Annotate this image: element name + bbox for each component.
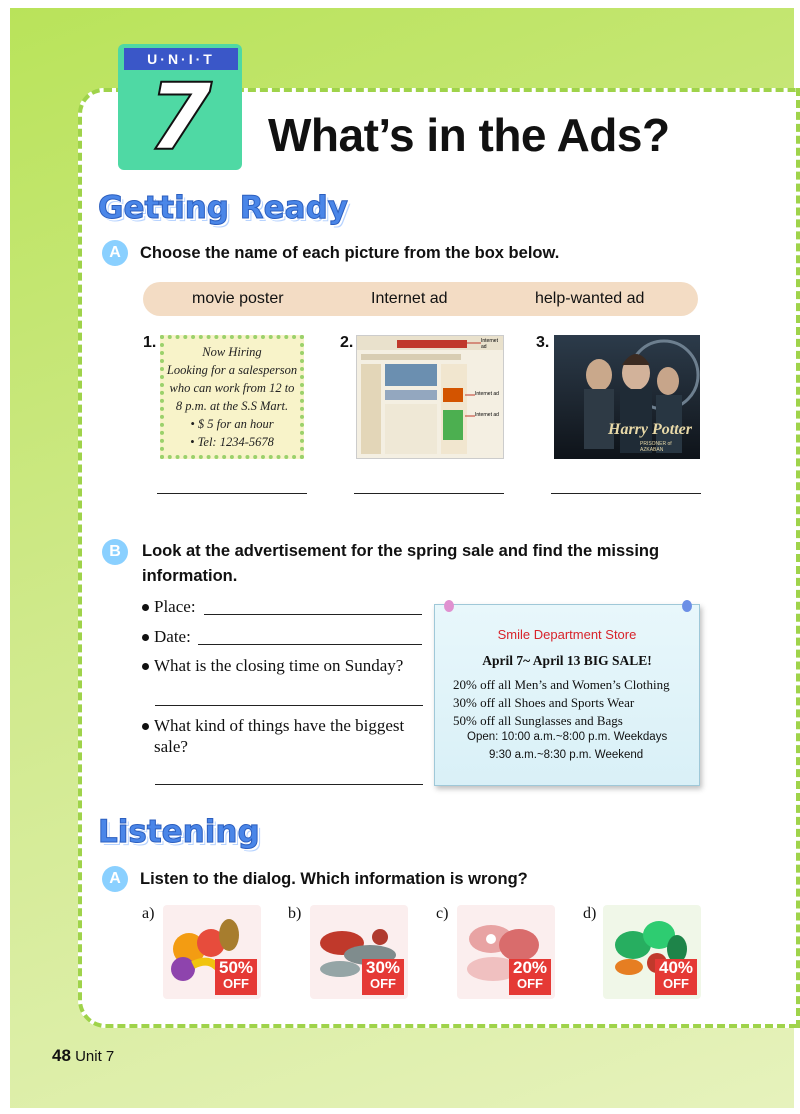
movie-poster-image — [554, 335, 700, 459]
help-wanted-poster — [160, 335, 304, 459]
bullet-dot — [142, 723, 149, 730]
choice-help-wanted-ad: help-wanted ad — [535, 290, 645, 307]
item-number-3: 3. — [536, 334, 550, 351]
place-blank[interactable] — [204, 614, 422, 615]
question-biggest-sale-cont: sale? — [154, 737, 188, 756]
footer-unit: Unit 7 — [75, 1048, 115, 1065]
poster-line: • $ 5 for an hour — [190, 417, 274, 431]
question-date: Date: — [154, 627, 191, 646]
page-title: What’s in the Ads? — [268, 109, 670, 161]
choice-movie-poster: movie poster — [192, 290, 284, 307]
spring-sale-ad — [434, 604, 700, 786]
poster-line: Looking for a salesperson — [166, 363, 298, 377]
store-hours-weekdays: Open: 10:00 a.m.~8:00 p.m. Weekdays — [467, 731, 668, 743]
discount-tag: 50% OFF — [215, 959, 257, 995]
part-b-letter: B — [102, 539, 128, 565]
answer-blank-1[interactable] — [157, 493, 307, 494]
date-blank[interactable] — [198, 644, 422, 645]
meat-sale-image — [457, 905, 555, 999]
store-name: Smile Department Store — [497, 627, 637, 642]
part-a-instruction: Choose the name of each picture from the box below. — [140, 244, 560, 262]
listening-instruction: Listen to the dialog. Which information is wrong? — [140, 870, 528, 888]
ad-callout: Internet ad — [481, 338, 498, 350]
item-number-2: 2. — [340, 334, 354, 351]
part-b-instruction-line1: Look at the advertisement for the spring sale and find the missing — [142, 542, 660, 560]
answer-blank-3[interactable] — [551, 493, 701, 494]
listening-part-a-letter: A — [102, 866, 128, 892]
seafood-sale-image — [310, 905, 408, 999]
question-biggest-sale: What kind of things have the biggest — [154, 716, 405, 735]
listening-heading: Listening — [98, 814, 260, 850]
question-place: Place: — [154, 597, 196, 616]
getting-ready-heading: Getting Ready — [98, 190, 348, 226]
ad-callout: Internet ad — [475, 412, 499, 418]
sale-line: 30% off all Shoes and Sports Wear — [453, 695, 635, 710]
option-d-label: d) — [583, 905, 597, 922]
discount-tag: 30% OFF — [362, 959, 404, 995]
choice-internet-ad: Internet ad — [371, 290, 448, 307]
vegetable-sale-image — [603, 905, 701, 999]
sale-line: 20% off all Men’s and Women’s Clothing — [453, 677, 670, 692]
pushpin-icon — [682, 600, 692, 612]
poster-line: 8 p.m. at the S.S Mart. — [175, 399, 289, 413]
store-hours-weekend: 9:30 a.m.~8:30 p.m. Weekend — [489, 749, 644, 761]
discount-tag: 20% OFF — [509, 959, 551, 995]
discount-tag: 40% OFF — [655, 959, 697, 995]
bullet-dot — [142, 663, 149, 670]
bullet-dot — [142, 634, 149, 641]
bullet-dot — [142, 604, 149, 611]
ad-callout: Internet ad — [475, 391, 499, 397]
answer-blank-2[interactable] — [354, 493, 504, 494]
unit-number: 7 — [147, 64, 212, 171]
poster-line: who can work from 12 to — [169, 381, 295, 395]
internet-ad-screenshot — [356, 335, 504, 459]
item-number-1: 1. — [143, 334, 157, 351]
part-b-instruction-line2: information. — [142, 567, 238, 585]
question-closing-time: What is the closing time on Sunday? — [154, 656, 404, 675]
part-a-letter: A — [102, 240, 128, 266]
webpage-illustration — [357, 336, 504, 459]
biggest-sale-blank[interactable] — [155, 784, 423, 785]
pushpin-icon — [444, 600, 454, 612]
page-number: 48 — [52, 1046, 71, 1065]
fruit-sale-image — [163, 905, 261, 999]
option-a-label: a) — [142, 905, 155, 922]
option-c-label: c) — [436, 905, 449, 922]
closing-time-blank[interactable] — [155, 705, 423, 706]
poster-line: • Tel: 1234-5678 — [190, 435, 274, 449]
page-footer — [52, 1046, 114, 1066]
sale-headline: April 7~ April 13 BIG SALE! — [482, 653, 652, 668]
sale-line: 50% off all Sunglasses and Bags — [453, 713, 623, 728]
poster-subtitle: PRISONER of AZKABAN — [640, 441, 672, 453]
option-b-label: b) — [288, 905, 302, 922]
poster-title: Harry Potter — [608, 421, 692, 438]
unit-tab-label: U·N·I·T — [124, 48, 238, 70]
poster-line: Now Hiring — [202, 345, 262, 359]
